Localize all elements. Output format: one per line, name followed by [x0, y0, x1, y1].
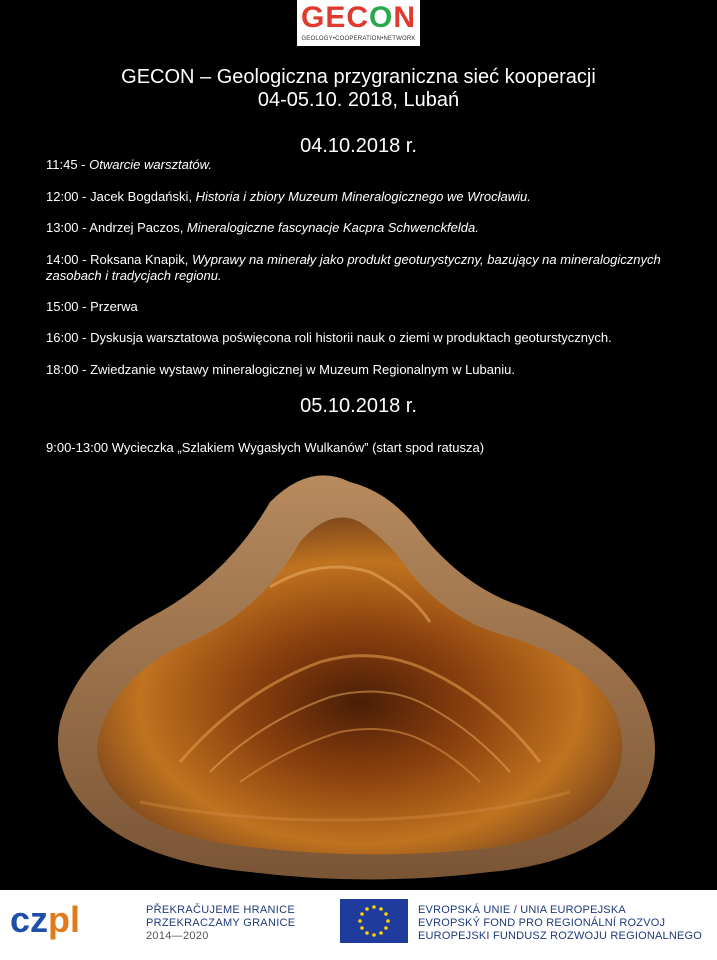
logo-tagline: GEOLOGY•COOPERATION•NETWORK	[301, 36, 416, 42]
schedule-item: 14:00 - Roksana Knapik, Wyprawy na minerały jako produkt geoturystyczny, bazujący na mineralogicznych zasobach i tradycjach regionu.	[46, 252, 661, 283]
schedule-item: 12:00 - Jacek Bogdański, Historia i zbiory Muzeum Mineralogicznego we Wrocławiu.	[46, 189, 531, 204]
schedule-item: 13:00 - Andrzej Paczos, Mineralogiczne fascynacje Kacpra Schwenckfelda.	[46, 220, 479, 235]
day2-date: 05.10.2018 r.	[300, 395, 417, 417]
event-title: GECON – Geologiczna przygraniczna sieć kooperacji	[121, 66, 596, 88]
schedule-item: 11:45 - Otwarcie warsztatów.	[46, 157, 212, 172]
event-date-place: 04-05.10. 2018, Lubań	[257, 89, 460, 111]
logo-wordmark: GECON	[300, 1, 417, 34]
day1-date: 04.10.2018 r.	[300, 135, 417, 157]
eu-flag-icon	[340, 899, 408, 943]
interreg-cz-pl-logo: czpl	[10, 899, 81, 940]
funding-footer	[0, 890, 717, 960]
schedule-item: 15:00 - Przerwa	[46, 299, 138, 314]
gecon-logo	[297, 0, 420, 46]
agate-mineral-image	[40, 462, 680, 890]
schedule-item: 9:00-13:00 Wycieczka „Szlakiem Wygasłych Wulkanów” (start spod ratusza)	[46, 440, 485, 455]
schedule-item: 16:00 - Dyskusja warsztatowa poświęcona roli historii nauk o ziemi w produktach geoturstycznych.	[46, 330, 612, 345]
schedule-item: 18:00 - Zwiedzanie wystawy mineralogicznej w Muzeum Regionalnym w Lubaniu.	[46, 362, 515, 377]
eu-funding-text: EVROPSKÁ UNIE / UNIA EUROPEJSKA EVROPSKÝ FOND PRO REGIONÁLNÍ ROZVOJ EUROPEJSKI FUNDUSZ ROZWOJU REGIONALNEGO	[418, 904, 703, 942]
program-name: PŘEKRAČUJEME HRANICE PRZEKRACZAMY GRANICE 2014—2020	[146, 904, 296, 942]
